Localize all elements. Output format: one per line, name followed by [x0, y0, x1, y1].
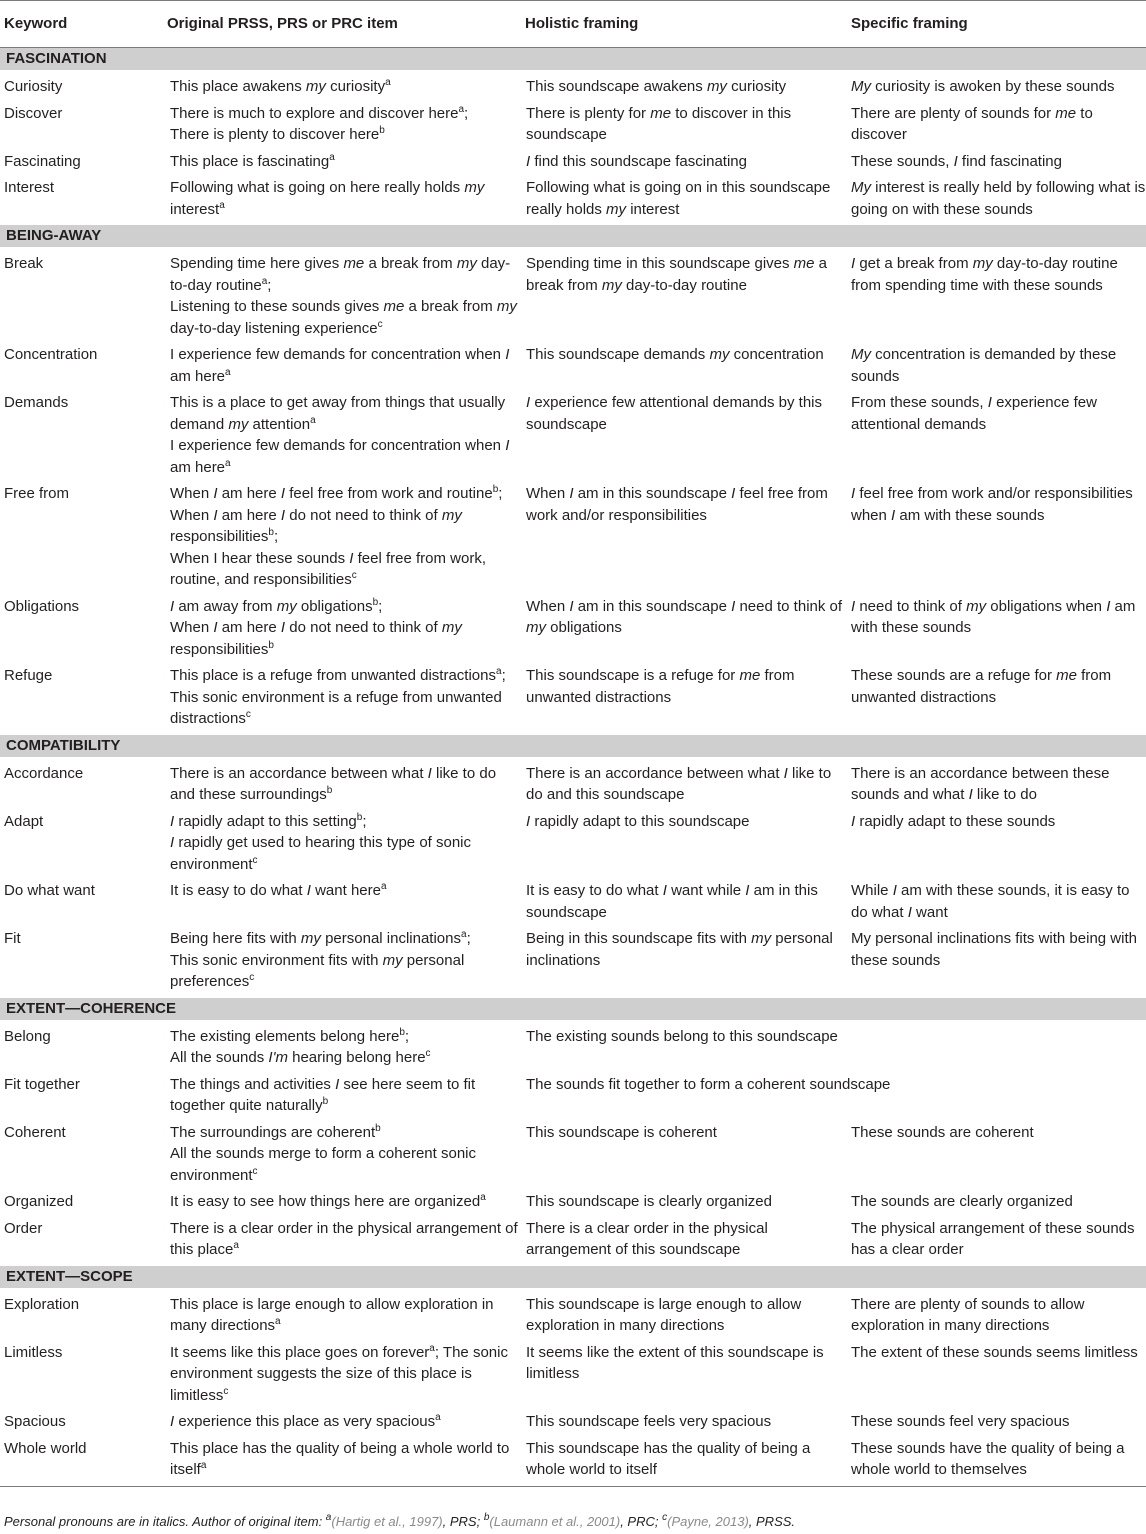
table-row	[0, 483, 1146, 596]
original-item-line: This sonic environment fits with my personal preferences$^c$	[170, 951, 465, 990]
section-title: EXTENT—SCOPE	[0, 1266, 1146, 1288]
specific-framing-cell: These sounds are coherent	[851, 1123, 1034, 1141]
table-row	[0, 1294, 1146, 1342]
table-row	[0, 392, 1146, 483]
col-header-keyword: Keyword	[0, 1, 167, 48]
original-item-line: I experience this place as very spacious$^a$	[170, 1412, 441, 1430]
original-item-cell	[167, 1218, 525, 1266]
keyword-cell: Refuge	[4, 667, 53, 684]
holistic-framing-cell: This soundscape is coherent	[526, 1123, 717, 1141]
table-row	[0, 1122, 1146, 1192]
original-item-cell	[167, 1294, 525, 1342]
table-row	[0, 1191, 1146, 1218]
bottom-rule-cell	[0, 1486, 1146, 1487]
original-item-line: There is a clear order in the physical arrangement of this place$^a$	[170, 1219, 518, 1258]
specific-framing-cell: The sounds are clearly organized	[851, 1193, 1073, 1210]
merged-framing-cell: The sounds fit together to form a coherent soundscape	[526, 1075, 891, 1093]
specific-framing-cell: My curiosity is awoken by these sounds	[851, 78, 1115, 95]
original-item-line: This place has the quality of being a whole world to itself$^a$	[170, 1439, 510, 1478]
holistic-framing-cell: There is plenty for me to discover in this soundscape	[526, 104, 792, 143]
table-row	[0, 1026, 1146, 1074]
specific-framing-cell: The physical arrangement of these sounds has a clear order	[851, 1219, 1135, 1258]
original-item-cell	[167, 483, 525, 596]
original-item-line: This is a place to get away from things that usually demand my attention$^a$	[170, 394, 506, 433]
keyword-cell: Adapt	[4, 812, 44, 830]
keyword-cell: Demands	[4, 394, 69, 411]
col-header-holistic: Holistic framing	[525, 1, 851, 48]
table-row	[0, 596, 1146, 666]
footnote-ref-hartig[interactable]: (Hartig et al., 1997)	[331, 1514, 443, 1529]
original-item-line: Spending time here gives me a break from my day-to-day routine$^a$;	[170, 255, 511, 294]
keyword-cell: Concentration	[4, 346, 98, 363]
holistic-framing-cell: I find this soundscape fascinating	[526, 152, 747, 170]
original-item-line: Listening to these sounds gives me a break from my day-to-day listening experience$^c$	[170, 298, 517, 337]
original-item-line: There is plenty to discover here$^b$	[170, 125, 385, 143]
footnote-ref-payne[interactable]: (Payne, 2013)	[667, 1514, 749, 1529]
original-item-line: All the sounds merge to form a coherent sonic environment$^c$	[170, 1145, 476, 1184]
footnote-ref-laumann[interactable]: (Laumann et al., 2001)	[489, 1514, 621, 1529]
section-title: COMPATIBILITY	[0, 735, 1146, 757]
specific-framing-cell: I need to think of my obligations when I am with these sounds	[851, 597, 1136, 636]
holistic-framing-cell: This soundscape is clearly organized	[526, 1193, 772, 1210]
original-item-cell	[167, 665, 525, 735]
keyword-cell: Do what want	[4, 882, 95, 899]
original-item-cell	[167, 1411, 525, 1438]
section-header-row	[0, 735, 1146, 757]
footnote-scale-prss: , PRSS.	[748, 1514, 796, 1529]
table-row	[0, 763, 1146, 811]
keyword-cell: Coherent	[4, 1123, 66, 1141]
specific-framing-cell: These sounds, I find fascinating	[851, 152, 1062, 170]
keyword-cell: Fit together	[4, 1075, 80, 1093]
holistic-framing-cell: There is a clear order in the physical arrangement of this soundscape	[526, 1219, 768, 1258]
keyword-cell: Fascinating	[4, 152, 81, 170]
keyword-cell: Order	[4, 1219, 43, 1237]
footnote-scale-prs: , PRS;	[442, 1514, 484, 1529]
original-item-line: This place is fascinating$^a$	[170, 151, 335, 170]
table-row	[0, 1074, 1146, 1122]
table-row	[0, 253, 1146, 344]
specific-framing-cell: There is an accordance between these sounds and what I like to do	[851, 764, 1110, 803]
holistic-framing-cell: I rapidly adapt to this soundscape	[526, 812, 750, 830]
table-body	[0, 48, 1146, 1487]
holistic-framing-cell: It seems like the extent of this soundscape is limitless	[526, 1343, 824, 1382]
holistic-framing-cell: I experience few attentional demands by this soundscape	[526, 394, 823, 433]
original-item-cell	[167, 76, 525, 103]
keyword-cell: Discover	[4, 104, 63, 122]
holistic-framing-cell: This soundscape feels very spacious	[526, 1413, 772, 1430]
table-row	[0, 1218, 1146, 1266]
original-item-cell	[167, 1191, 525, 1218]
original-item-cell	[167, 1074, 525, 1122]
holistic-framing-cell: Following what is going on in this soundscape really holds my interest	[526, 179, 831, 218]
keyword-cell: Whole world	[4, 1439, 87, 1457]
keyword-cell: Belong	[4, 1027, 51, 1045]
specific-framing-cell: I feel free from work and/or responsibilities when I am with these sounds	[851, 485, 1133, 524]
original-item-line: It is easy to see how things here are organized$^a$	[170, 1192, 486, 1210]
holistic-framing-cell: This soundscape demands my concentration	[526, 346, 824, 363]
original-item-line: I am away from my obligations$^b$;	[170, 596, 383, 615]
table-row	[0, 811, 1146, 881]
specific-framing-cell: My personal inclinations fits with being with these sounds	[851, 930, 1137, 969]
footnote-lead: Personal pronouns are in italics. Author of original item:	[4, 1514, 326, 1529]
table-row	[0, 1438, 1146, 1487]
original-item-line: This place is large enough to allow exploration in many directions$^a$	[170, 1295, 494, 1334]
footnote-mark-b: b	[483, 1512, 490, 1523]
holistic-framing-cell: When I am in this soundscape I feel free from work and/or responsibilities	[526, 485, 828, 524]
table-row	[0, 76, 1146, 103]
keyword-cell: Organized	[4, 1193, 74, 1210]
table-header	[0, 1, 1146, 48]
footnote-scale-prc: , PRC;	[620, 1514, 663, 1529]
keyword-cell: Free from	[4, 485, 70, 502]
original-item-line: When I am here I feel free from work and routine$^b$; When I am here I do not need to think of my responsibilities$^b$;	[170, 484, 503, 545]
section-header-row	[0, 998, 1146, 1020]
original-item-line: This sonic environment is a refuge from unwanted distractions$^c$	[170, 688, 502, 727]
specific-framing-cell: There are plenty of sounds to allow exploration in many directions	[851, 1295, 1085, 1334]
table-bottom-rule	[0, 1486, 1146, 1487]
original-item-line: When I hear these sounds I feel free from work, routine, and responsibilities$^c$	[170, 549, 486, 588]
keyword-cell: Interest	[4, 179, 55, 196]
original-item-line: Being here fits with my personal inclinations$^a$;	[170, 929, 471, 947]
table-row	[0, 1411, 1146, 1438]
keyword-cell: Exploration	[4, 1295, 80, 1313]
holistic-framing-cell: Spending time in this soundscape gives me a break from my day-to-day routine	[526, 255, 828, 294]
holistic-framing-cell: It is easy to do what I want while I am in this soundscape	[526, 882, 818, 921]
table-row	[0, 103, 1146, 151]
keyword-cell: Curiosity	[4, 78, 63, 95]
original-item-cell	[167, 880, 525, 928]
original-item-cell	[167, 253, 525, 344]
specific-framing-cell: These sounds are a refuge for me from unwanted distractions	[851, 667, 1112, 706]
section-title: BEING-AWAY	[0, 225, 1146, 247]
specific-framing-cell: My interest is really held by following what is going on with these sounds	[851, 179, 1146, 218]
table-footnote	[4, 1514, 795, 1530]
specific-framing-cell: My concentration is demanded by these sounds	[851, 346, 1117, 385]
original-item-line: I rapidly get used to hearing this type of sonic environment$^c$	[170, 834, 472, 873]
keyword-cell: Fit	[4, 930, 21, 947]
footnote-mark-c: c	[662, 1512, 668, 1523]
section-header-row	[0, 1266, 1146, 1288]
original-item-cell	[167, 596, 525, 666]
holistic-framing-cell: This soundscape has the quality of being a whole world to itself	[526, 1439, 811, 1478]
table-row	[0, 928, 1146, 998]
original-item-line: All the sounds I'm hearing belong here$^c$	[170, 1048, 431, 1066]
original-item-cell	[167, 103, 525, 151]
specific-framing-cell: These sounds feel very spacious	[851, 1413, 1070, 1430]
original-item-cell	[167, 1438, 525, 1487]
section-header-row	[0, 48, 1146, 71]
original-item-line: I rapidly adapt to this setting$^b$;	[170, 811, 367, 830]
keyword-cell: Accordance	[4, 764, 84, 782]
holistic-framing-cell: Being in this soundscape fits with my personal inclinations	[526, 930, 833, 969]
original-item-line: There is an accordance between what I like to do and these surroundings$^b$	[170, 764, 497, 803]
keyword-cell: Limitless	[4, 1343, 63, 1361]
keyword-cell: Break	[4, 255, 44, 272]
original-item-cell	[167, 177, 525, 225]
original-item-line: This place awakens my curiosity$^a$	[170, 77, 391, 95]
original-item-cell	[167, 1122, 525, 1192]
specific-framing-cell: While I am with these sounds, it is easy to do what I want	[851, 882, 1130, 921]
original-item-cell	[167, 928, 525, 998]
keyword-cell: Obligations	[4, 597, 80, 615]
merged-framing-cell: The existing sounds belong to this soundscape	[526, 1027, 838, 1045]
holistic-framing-cell: This soundscape awakens my curiosity	[526, 78, 787, 95]
original-item-line: It is easy to do what I want here$^a$	[170, 881, 387, 899]
original-item-line: This place is a refuge from unwanted distractions$^a$;	[170, 666, 506, 684]
original-item-line: The existing elements belong here$^b$;	[170, 1026, 410, 1045]
table-row	[0, 177, 1146, 225]
holistic-framing-cell: There is an accordance between what I like to do and this soundscape	[526, 764, 832, 803]
table-row	[0, 151, 1146, 178]
original-item-cell	[167, 763, 525, 811]
specific-framing-cell: There are plenty of sounds for me to discover	[851, 104, 1093, 143]
original-item-cell	[167, 392, 525, 483]
original-item-line: I experience few demands for concentration when I am here$^a$	[170, 346, 510, 385]
original-item-cell	[167, 811, 525, 881]
holistic-framing-cell: This soundscape is large enough to allow exploration in many directions	[526, 1295, 802, 1334]
table-row	[0, 1342, 1146, 1412]
specific-framing-cell: I rapidly adapt to these sounds	[851, 812, 1056, 830]
original-item-line: I experience few demands for concentration when I am here$^a$	[170, 437, 510, 476]
table-row	[0, 344, 1146, 392]
table-row	[0, 665, 1146, 735]
holistic-framing-cell: When I am in this soundscape I need to think of my obligations	[526, 597, 843, 636]
keyword-cell: Spacious	[4, 1413, 66, 1430]
original-item-cell	[167, 1342, 525, 1412]
table-row	[0, 880, 1146, 928]
original-item-line: It seems like this place goes on forever$^a$; The sonic environment suggests the size of this place is limitless$^c$	[170, 1342, 508, 1404]
specific-framing-cell: The extent of these sounds seems limitless	[851, 1343, 1138, 1361]
original-item-line: When I am here I do not need to think of my responsibilities$^b$	[170, 619, 462, 658]
specific-framing-cell: I get a break from my day-to-day routine from spending time with these sounds	[851, 255, 1118, 294]
original-item-line: The surroundings are coherent$^b$	[170, 1122, 381, 1141]
original-item-line: The things and activities I see here seem to fit together quite naturally$^b$	[170, 1075, 476, 1114]
original-item-line: There is much to explore and discover here$^a$;	[170, 103, 469, 122]
section-title: EXTENT—COHERENCE	[0, 998, 1146, 1020]
holistic-framing-cell: This soundscape is a refuge for me from unwanted distractions	[526, 667, 795, 706]
original-item-line: Following what is going on here really holds my interest$^a$	[170, 179, 485, 218]
footnote-mark-a: a	[325, 1512, 332, 1523]
section-title: FASCINATION	[0, 48, 1146, 71]
original-item-cell	[167, 344, 525, 392]
original-item-cell	[167, 151, 525, 178]
section-header-row	[0, 225, 1146, 247]
col-header-original: Original PRSS, PRS or PRC item	[167, 1, 525, 48]
original-item-cell	[167, 1026, 525, 1074]
col-header-specific: Specific framing	[851, 1, 1146, 48]
specific-framing-cell: From these sounds, I experience few attentional demands	[851, 394, 1097, 433]
specific-framing-cell: These sounds have the quality of being a whole world to themselves	[851, 1439, 1125, 1478]
